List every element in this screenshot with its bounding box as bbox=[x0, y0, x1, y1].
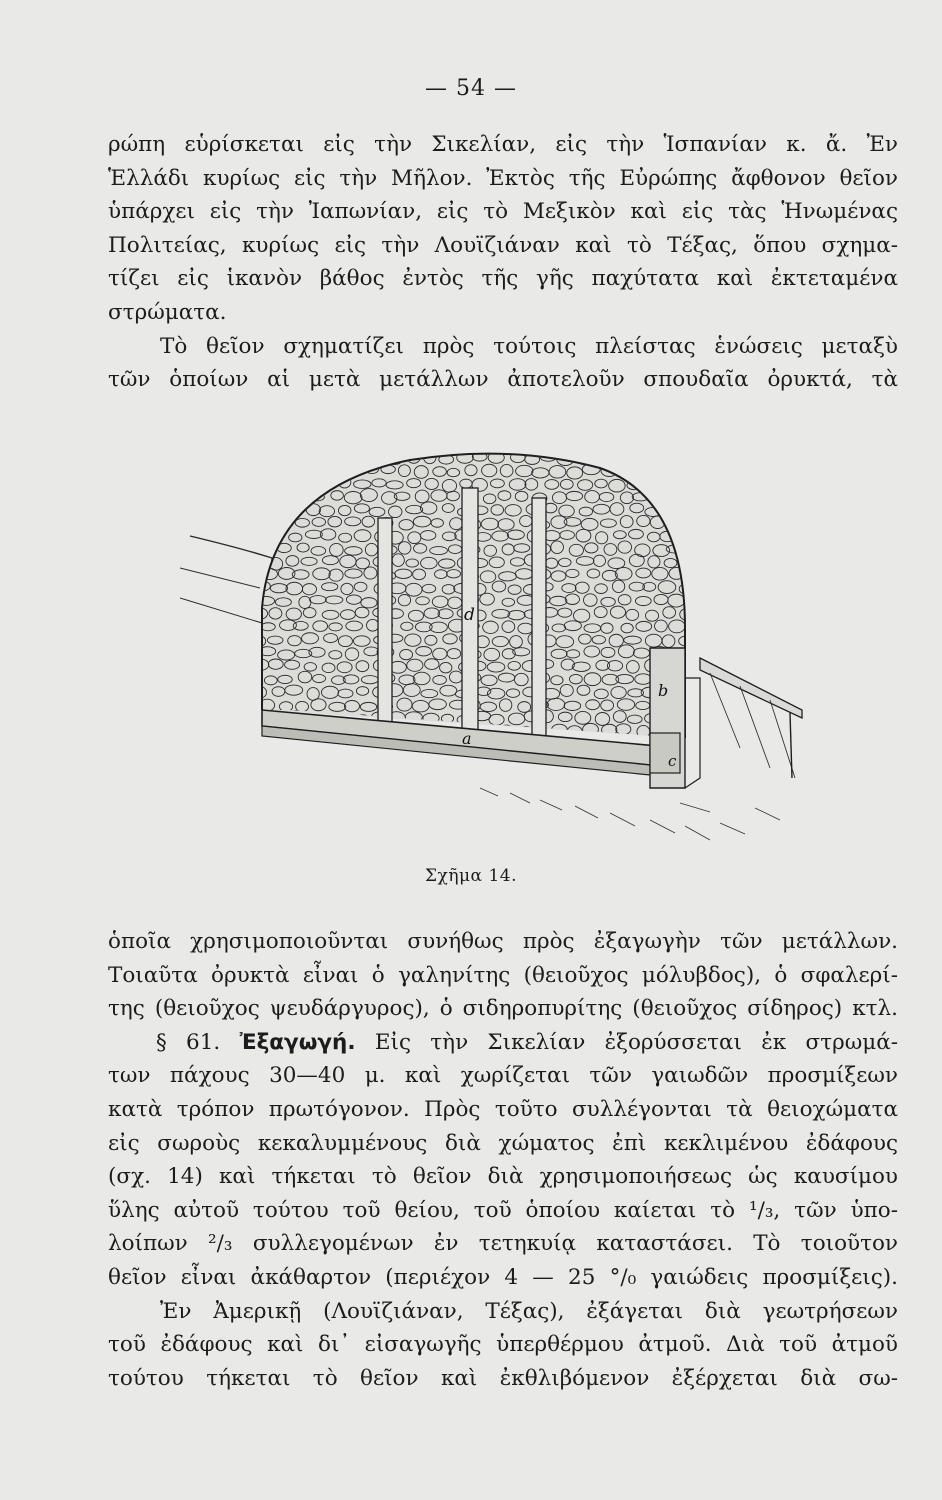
text-line: Τοιαῦτα ὀρυκτὰ εἶναι ὁ γαληνίτης (θειοῦχος μόλυβδος), ὁ σφαλερί- bbox=[108, 962, 898, 988]
text-line: στρώματα. bbox=[108, 299, 227, 325]
text-line: τούτου τήκεται τὸ θεῖον καὶ ἐκθλιβόμενον ἐξέρχεται διὰ σω- bbox=[108, 1365, 898, 1391]
text-line: της (θειοῦχος ψευδάργυρος), ὁ σιδηροπυρίτης (θειοῦχος σίδηρος) κτλ. bbox=[108, 996, 898, 1022]
text-line: Πολιτείας, κυρίως εἰς τὴν Λουϊζιάναν καὶ τὸ Τέξας, ὅπου σχημα- bbox=[108, 232, 898, 258]
text-line: ὕλης αὐτοῦ τούτου τοῦ θείου, τοῦ ὁποίου καίεται τὸ ¹/₃, τῶν ὑπο- bbox=[108, 1197, 898, 1223]
section-title: Ἐξαγωγή. bbox=[239, 1029, 356, 1055]
figure-caption: Σχῆμα 14. bbox=[425, 866, 517, 886]
figure-label-a: a bbox=[462, 729, 472, 748]
text-line: (σχ. 14) καὶ τήκεται τὸ θεῖον διὰ χρησιμοποιήσεως ὡς καυσίμου bbox=[108, 1164, 898, 1190]
figure-label-b: b bbox=[658, 681, 669, 700]
text-line: εἰς σωροὺς κεκαλυμμένους διὰ χώματος ἐπὶ κεκλιμένου ἐδάφους bbox=[108, 1130, 898, 1156]
inclined-ramp bbox=[700, 658, 802, 718]
text-line: τῶν ὁποίων αἱ μετὰ μετάλλων ἀποτελοῦν σπουδαῖα ὀρυκτά, τὰ bbox=[108, 367, 898, 393]
hillside-left bbox=[190, 536, 272, 628]
text-line: ρώπη εὑρίσκεται εἰς τὴν Σικελίαν, εἰς τὴν Ἱσπανίαν κ. ἄ. Ἐν bbox=[108, 132, 898, 157]
text-line: θεῖον εἶναι ἀκάθαρτον (περιέχον 4 — 25 °/₀ γαιώδεις προσμίξεις). bbox=[108, 1264, 898, 1290]
text-line: Τὸ θεῖον σχηματίζει πρὸς τούτοις πλείστας ἑνώσεις μεταξὺ bbox=[160, 333, 898, 359]
text-line: ὑπάρχει εἰς τὴν Ἰαπωνίαν, εἰς τὸ Μεξικὸν καὶ εἰς τὰς Ἡνωμένας bbox=[108, 199, 898, 225]
section-number: § 61. bbox=[156, 1029, 221, 1055]
section-first-line bbox=[108, 1026, 898, 1060]
ground-hatching bbox=[480, 788, 780, 840]
text-line: κατὰ τρόπον πρωτόγονον. Πρὸς τοῦτο συλλέγονται τὰ θειοχώματα bbox=[108, 1096, 898, 1122]
section-first-line-text: Εἰς τὴν Σικελίαν ἐξορύσσεται ἐκ στρωμά- bbox=[374, 1029, 898, 1055]
figure-label-d: d bbox=[464, 605, 475, 625]
page-number: — 54 — bbox=[425, 76, 517, 101]
text-line: τοῦ ἐδάφους καὶ δι᾽ εἰσαγωγῆς ὑπερθέρμου ἀτμοῦ. Διὰ τοῦ ἀτμοῦ bbox=[108, 1332, 898, 1358]
top-text-block bbox=[108, 128, 898, 397]
bottom-text-block bbox=[108, 925, 898, 1395]
text-line: Ἐν Ἀμερικῇ (Λουϊζιάναν, Τέξας), ἐξάγεται διὰ γεωτρήσεων bbox=[160, 1298, 898, 1324]
text-line: τίζει εἰς ἱκανὸν βάθος ἐντὸς τῆς γῆς παχύτατα καὶ ἐκτεταμένα bbox=[108, 266, 898, 292]
text-line: Ἑλλάδι κυρίως εἰς τὴν Μῆλον. Ἐκτὸς τῆς Εὐρώπης ἄφθονον θεῖον bbox=[108, 165, 898, 191]
figure-sulfur-kiln bbox=[180, 448, 810, 858]
text-line: ὁποῖα χρησιμοποιοῦνται συνήθως πρὸς ἐξαγωγὴν τῶν μετάλλων. bbox=[108, 929, 898, 954]
kiln-illustration bbox=[180, 448, 810, 858]
figure-label-c: c bbox=[668, 752, 677, 770]
text-line: λοίπων ²/₃ συλλεγομένων ἐν τετηκυίᾳ καταστάσει. Τὸ τοιοῦτον bbox=[108, 1231, 898, 1257]
text-line: των πάχους 30—40 μ. καὶ χωρίζεται τῶν γαιωδῶν προσμίξεων bbox=[108, 1063, 898, 1089]
